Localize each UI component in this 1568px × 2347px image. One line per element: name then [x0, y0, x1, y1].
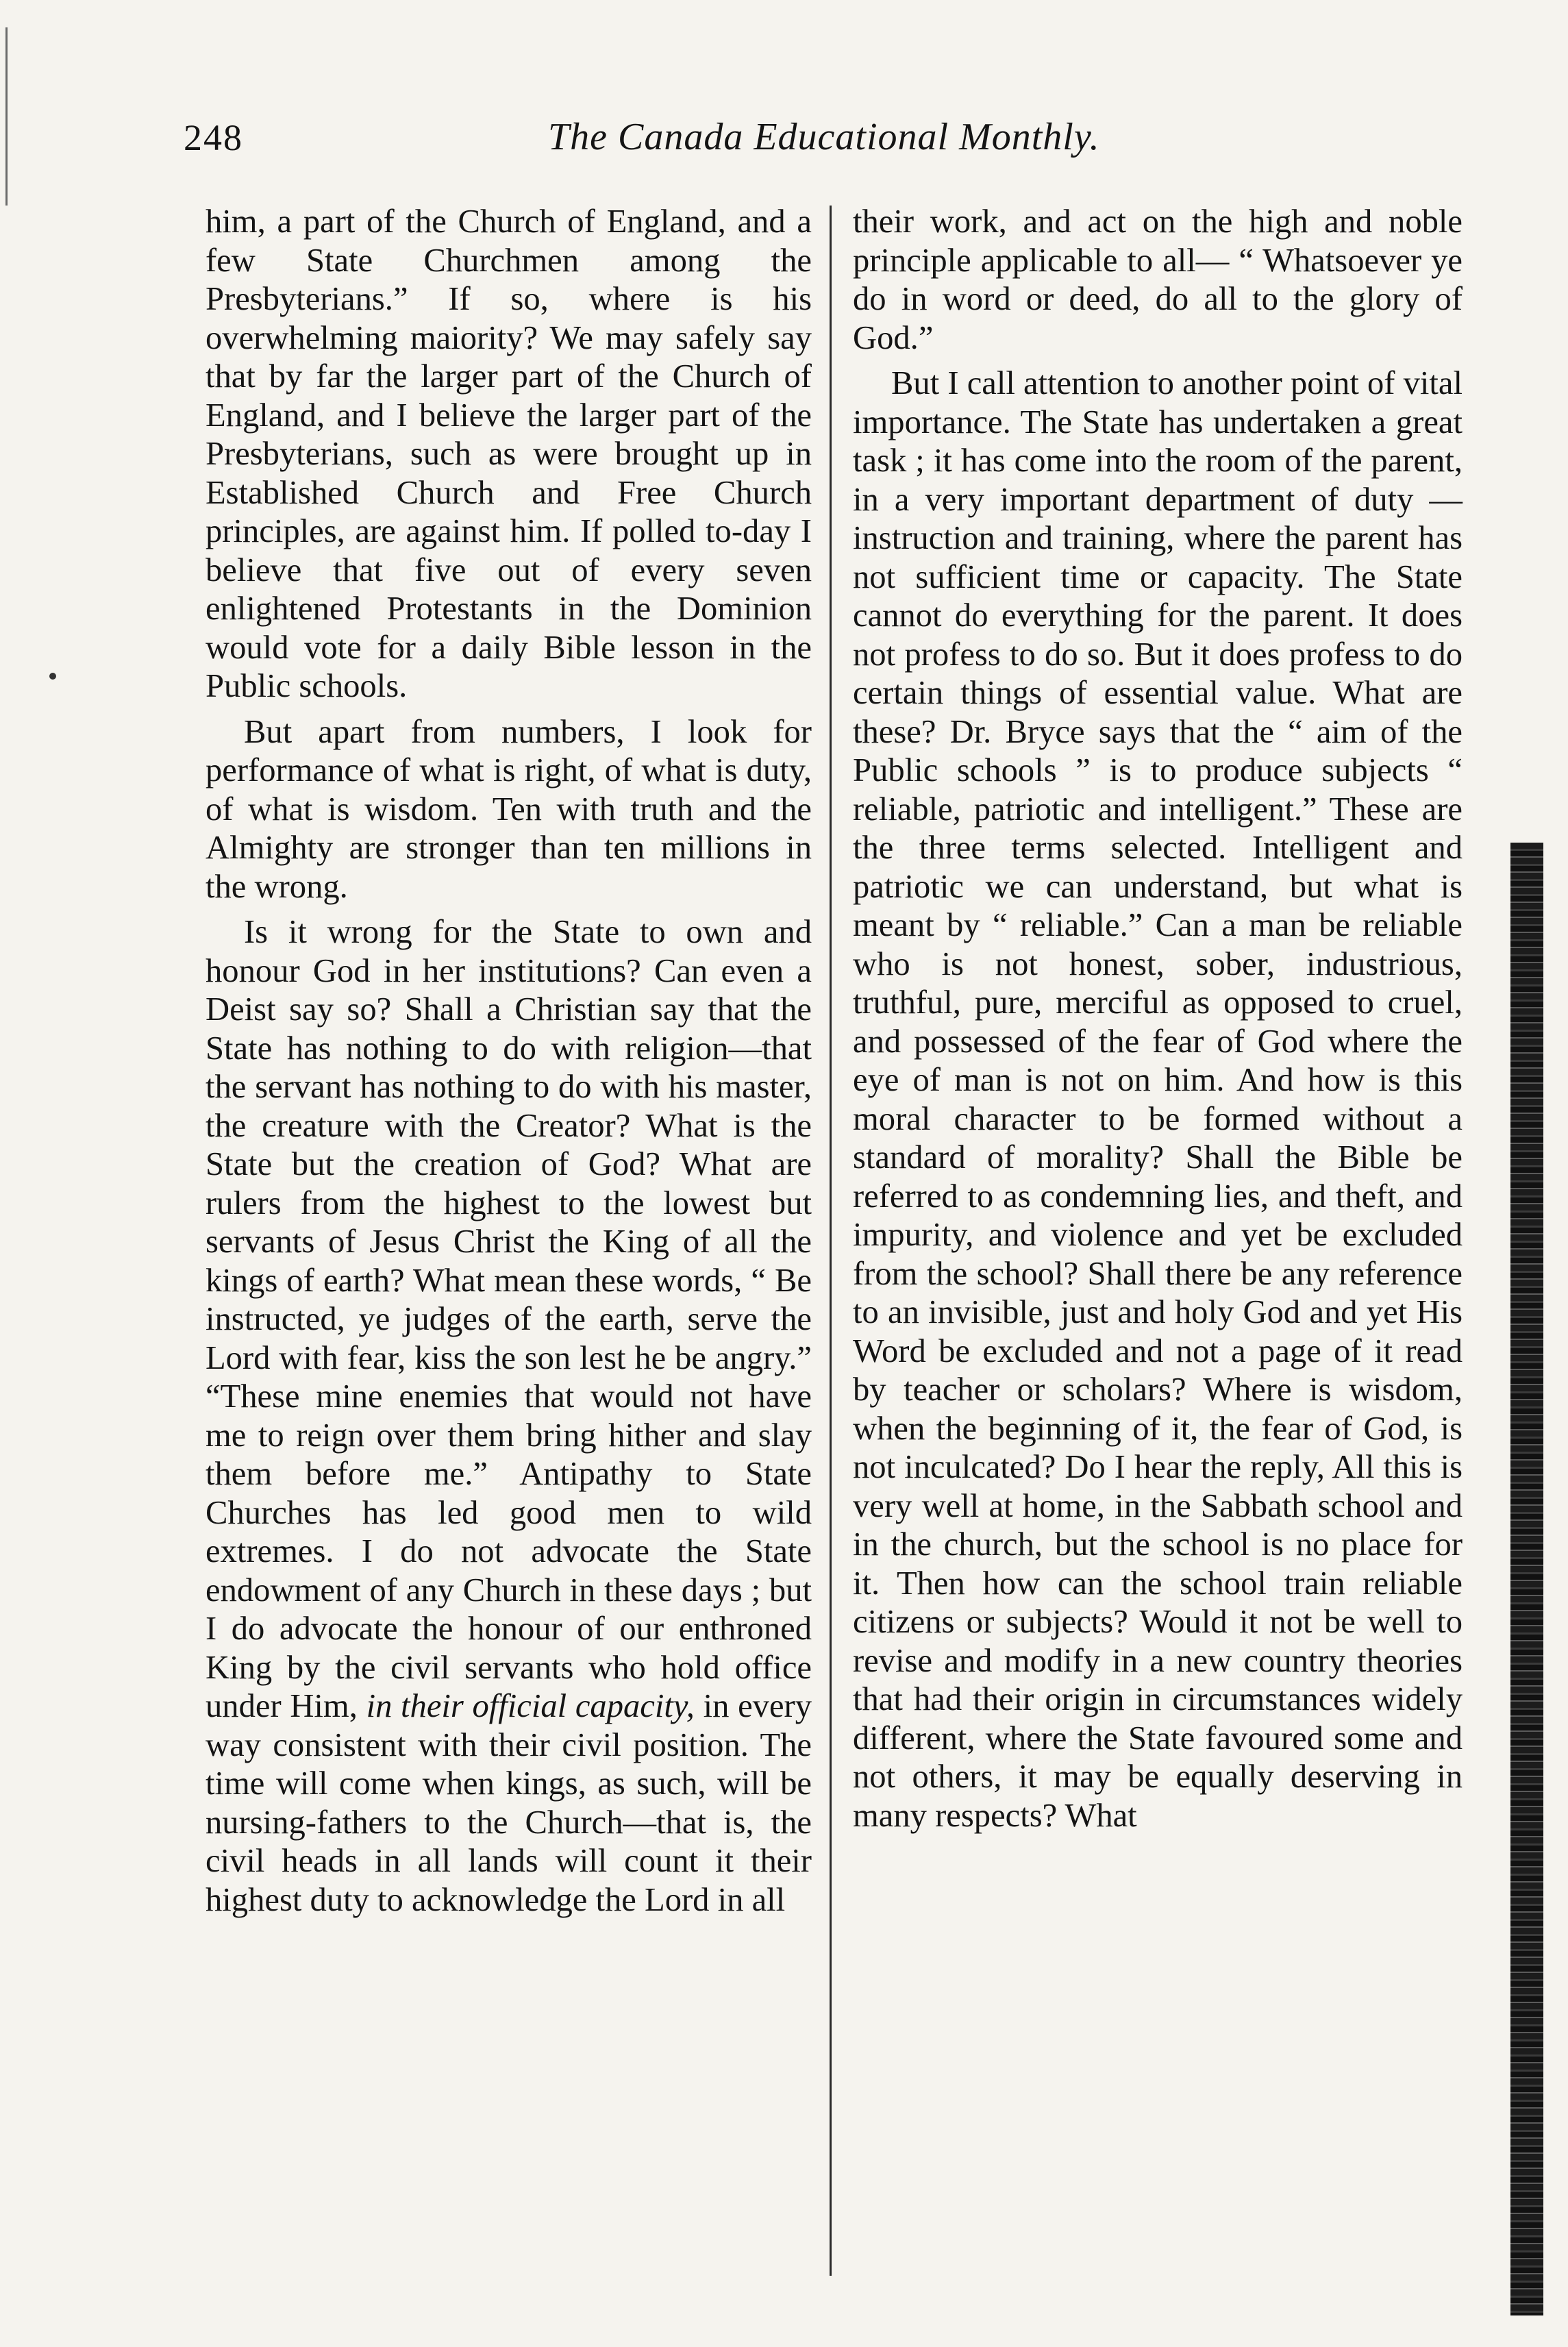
page-number: 248	[184, 117, 243, 158]
left-column	[206, 202, 812, 1919]
scan-edge-shadow	[1510, 843, 1543, 2315]
paragraph-text: in every way consistent with their civil position. The time will come when kings, as such, will be nursing-fathers to the Church—that is, the civil heads in all lands will count it their highest duty to acknowledge the Lord in all	[206, 1687, 812, 1918]
scan-margin-mark	[5, 27, 8, 206]
paragraph: him, a part of the Church of England, and a few State Churchmen among the Presbyterians.” If so, where is his overwhelming maiority? We may safely say that by far the larger part of the Church of England, and I believe the larger part of the Presbyterians, such as were brought up in Established Church and Free Church principles, are against him. If polled to-day I believe that five out of every seven enlightened Protestants in the Dominion would vote for a daily Bible lesson in the Public schools.	[206, 203, 812, 704]
paragraph: But apart from numbers, I look for performance of what is right, of what is duty, of what is wisdom. Ten with truth and the Almighty are stronger than ten millions in the wrong.	[206, 712, 812, 905]
scan-stray-mark	[49, 673, 56, 680]
paragraph-text: Is it wrong for the State to own and honour God in her institutions? Can even a Deist say so? Shall a Christian say that the State has nothing to do with religion—that the servant has nothing to do with his master, the creature with the Creator? What is the State but the creation of God? What are rulers from the highest to the lowest but servants of Jesus Christ the King of all the kings of earth? What mean these words, “ Be instructed, ye judges of the earth, serve the Lord with fear, kiss the son lest he be angry.” “These mine enemies that would not have me to reign over them bring hither and slay them before me.” Antipathy to State Churches has led good men to wild extremes. I do not advocate the State endowment of any Church in these days ; but I do advocate the honour of our enthroned King by the civil servants who hold office under Him,	[206, 913, 812, 1724]
paragraph: But I call attention to another point of vital importance. The State has undertaken a great task ; it has come into the room of the parent, in a very important department of duty —instruction and training, where the parent has not sufficient time or capacity. The State cannot do everything for the parent. It does not profess to do so. But it does profess to do certain things of essential value. What are these? Dr. Bryce says that the “ aim of the Public schools ” is to produce subjects “ reliable, patriotic and intelligent.” These are the three terms selected. Intelligent and patriotic we can understand, but what is meant by “ reliable.” Can a man be reliable who is not honest, sober, industrious, truthful, pure, merciful as opposed to cruel, and possessed of the fear of God where the eye of man is not on him. And how is this moral character to be formed without a standard of morality? Shall the Bible be referred to as condemning lies, and theft, and impurity, and violence and yet be excluded from the school? Shall there be any reference to an invisible, just and holy God and yet His Word be excluded and not a page of it read by teacher or scholars? Where is wisdom, when the beginning of it, the fear of God, is not inculcated? Do I hear the reply, All this is very well at home, in the Sabbath school and in the church, but the school is no place for it. Then how can the school train reliable citizens or subjects? Would it not be well to revise and modify in a new country theories that had their origin in circumstances widely different, where the State favoured some and not others, it may be equally deserving in many respects? What	[853, 364, 1463, 1834]
running-title: The Canada Educational Monthly.	[548, 116, 1100, 158]
italic-phrase: in their official capacity,	[366, 1687, 695, 1724]
paragraph	[206, 912, 812, 1919]
column-divider	[830, 206, 832, 2276]
paragraph: their work, and act on the high and noble principle applicable to all— “ Whatsoever ye do in word or deed, do all to the glory of God.”	[853, 203, 1463, 356]
right-column	[853, 202, 1463, 1835]
